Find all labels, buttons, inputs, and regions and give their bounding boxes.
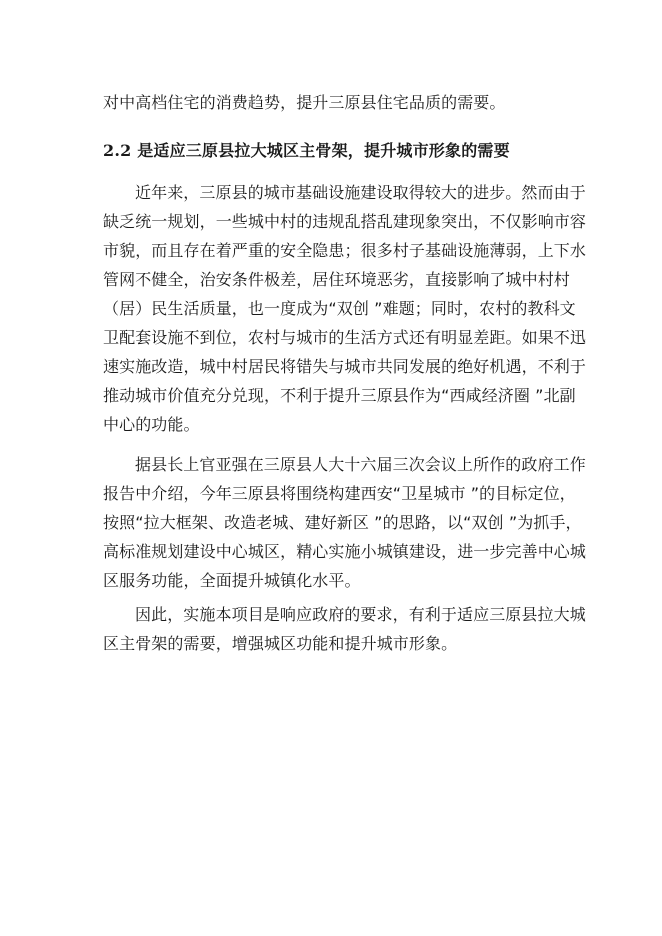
paragraph-1-line-5: （居）民生活质量，也一度成为“双创 ”难题；同时，农村的教科文 [103,299,576,318]
paragraph-1-line-7: 速实施改造，城中村居民将错失与城市共同发展的绝好机遇，不利于 [103,357,587,376]
paragraph-2-line-1: 据县长上官亚强在三原县人大十六届三次会议上所作的政府工作 [135,455,586,474]
paragraph-1-line-9: 中心的功能。 [103,415,200,434]
paragraph-2-line-5: 区服务功能，全面提升城镇化水平。 [103,571,361,590]
paragraph-2-line-3: 按照“拉大框架、改造老城、建好新区 ”的思路，以“双创 ”为抓手， [103,513,582,532]
paragraph-1-line-3: 市貌，而且存在着严重的安全隐患；很多村子基础设施薄弱，上下水 [103,241,587,260]
paragraph-2-line-4: 高标准规划建设中心城区，精心实施小城镇建设，进一步完善中心城 [103,542,587,561]
paragraph-1-line-6: 卫配套设施不到位，农村与城市的生活方式还有明显差距。如果不迅 [103,328,587,347]
paragraph-1-line-4: 管网不健全，治安条件极差，居住环境恶劣，直接影响了城中村村 [103,270,570,289]
paragraph-1-line-8: 推动城市价值充分兑现，不利于提升三原县作为“西咸经济圈 ”北副 [103,386,576,405]
intro-text-line: 对中高档住宅的消费趋势，提升三原县住宅品质的需要。 [103,93,506,112]
section-heading: 2.2 是适应三原县拉大城区主骨架，提升城市形象的需要 [103,141,510,160]
paragraph-1-line-2: 缺乏统一规划，一些城中村的违规乱搭乱建现象突出，不仅影响市容 [103,212,587,231]
paragraph-1-line-1: 近年来，三原县的城市基础设施建设取得较大的进步。然而由于 [135,183,586,202]
paragraph-3-line-1: 因此，实施本项目是响应政府的要求，有利于适应三原县拉大城 [135,605,586,624]
paragraph-2-line-2: 报告中介绍，今年三原县将围绕构建西安“卫星城市 ”的目标定位， [103,484,576,503]
paragraph-3-line-2: 区主骨架的需要，增强城区功能和提升城市形象。 [103,634,458,653]
